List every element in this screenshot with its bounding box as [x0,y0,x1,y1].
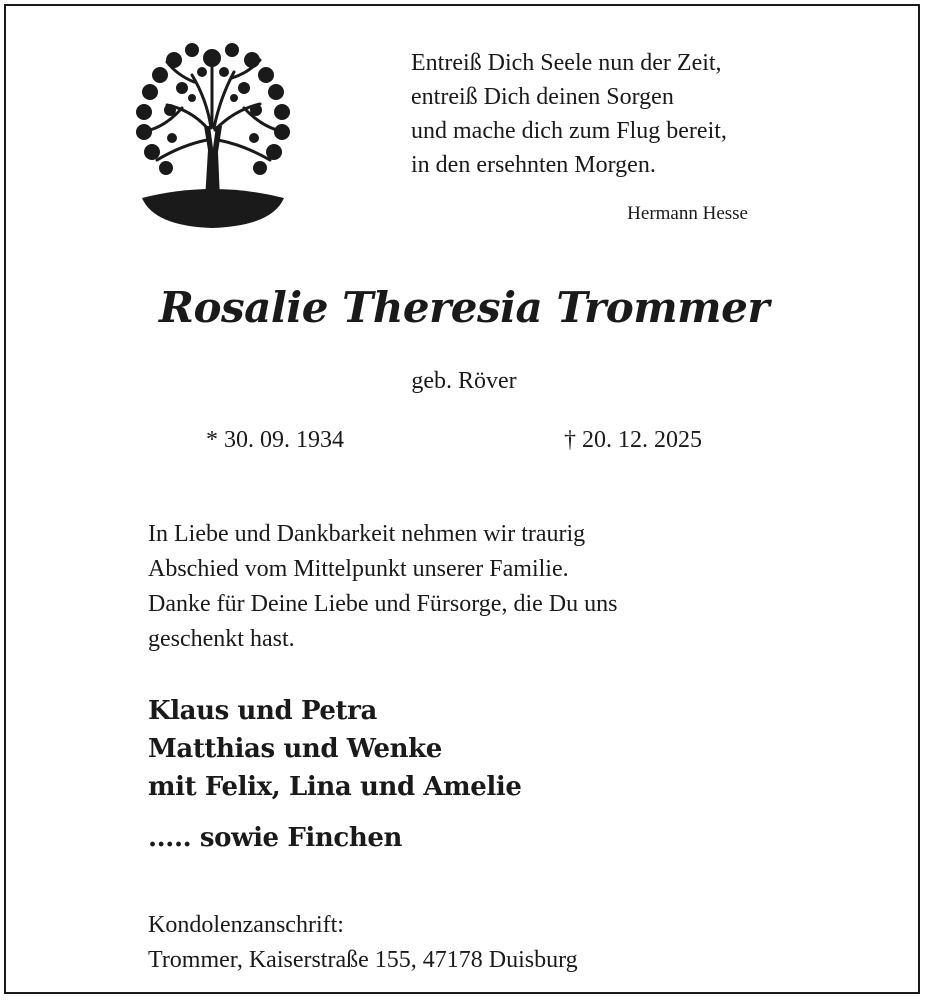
poem [411,46,727,182]
family-line: mit Felix, Lina und Amelie [148,772,522,802]
death-date: † 20. 12. 2025 [564,427,702,453]
maiden-name: geb. Röver [411,368,517,394]
family-line: Matthias und Wenke [148,734,442,764]
farewell-message [148,517,617,657]
pet-line: ..... sowie Finchen [148,823,402,853]
message-line: geschenkt hast. [148,626,295,652]
poem-line: entreiß Dich deinen Sorgen [411,84,674,110]
poem-line: in den ersehnten Morgen. [411,152,656,178]
message-line: In Liebe und Dankbarkeit nehmen wir traurig [148,521,586,547]
deceased-name: Rosalie Theresia Trommer [159,283,769,332]
family-line: Klaus und Petra [148,696,377,726]
address-value: Trommer, Kaiserstraße 155, 47178 Duisburg [148,947,578,973]
tree-of-life-icon [112,30,312,230]
poem-line: und mache dich zum Flug bereit, [411,118,727,144]
address-label: Kondolenzanschrift: [148,912,344,938]
poem-line: Entreiß Dich Seele nun der Zeit, [411,50,722,76]
message-line: Abschied vom Mittelpunkt unserer Familie. [148,556,569,582]
condolence-address [148,908,578,978]
family-names [148,692,522,806]
birth-date: * 30. 09. 1934 [206,427,344,453]
message-line: Danke für Deine Liebe und Fürsorge, die Du uns [148,591,618,617]
notice-frame [4,4,920,994]
poem-author: Hermann Hesse [627,203,748,224]
